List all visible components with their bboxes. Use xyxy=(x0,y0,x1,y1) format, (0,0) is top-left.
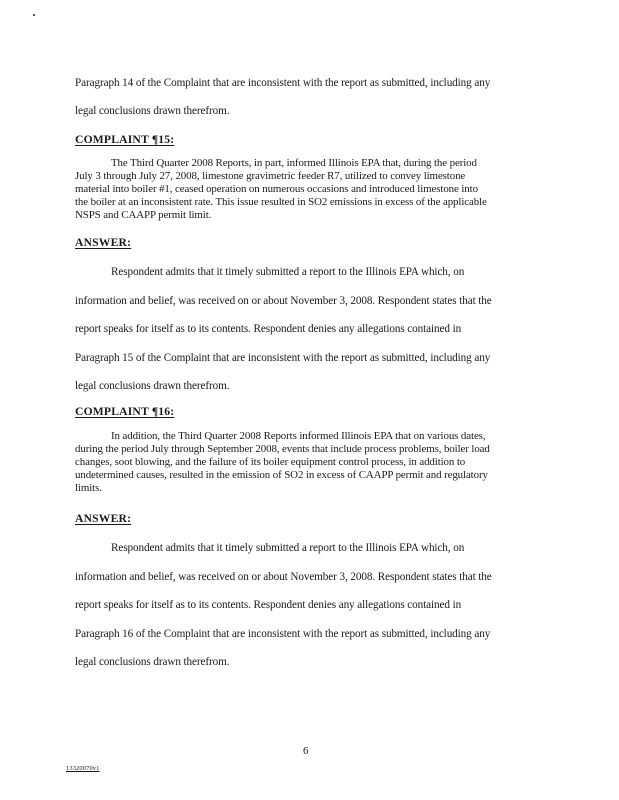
answer-heading: ANSWER: xyxy=(75,236,132,249)
page-number: 6 xyxy=(303,745,309,757)
answer-line: legal conclusions drawn therefrom. xyxy=(75,380,230,392)
document-id: 13320070v1 xyxy=(66,765,100,772)
complaint-16-heading: COMPLAINT ¶16: xyxy=(75,405,175,418)
quoted-allegation-line: undetermined causes, resulted in the emission of SO2 in excess of CAAPP permit and regulatory xyxy=(75,469,488,481)
quoted-allegation-line: The Third Quarter 2008 Reports, in part, informed Illinois EPA that, during the period xyxy=(111,157,477,169)
answer-line: Respondent admits that it timely submitted a report to the Illinois EPA which, on xyxy=(111,542,465,554)
quoted-allegation-line: the boiler at an inconsistent rate. This issue resulted in SO2 emissions in excess of the applicable xyxy=(75,196,487,208)
answer-line: information and belief, was received on or about November 3, 2008. Respondent states that the xyxy=(75,571,492,583)
quoted-allegation-line: material into boiler #1, ceased operation on numerous occasions and introduced limestone into xyxy=(75,183,478,195)
quoted-allegation-line: July 3 through July 27, 2008, limestone gravimetric feeder R7, utilized to convey limestone xyxy=(75,170,466,182)
answer-line: legal conclusions drawn therefrom. xyxy=(75,656,230,668)
answer-line: Paragraph 16 of the Complaint that are inconsistent with the report as submitted, including any xyxy=(75,628,491,640)
answer-heading: ANSWER: xyxy=(75,512,132,525)
answer-line: Respondent admits that it timely submitted a report to the Illinois EPA which, on xyxy=(111,266,465,278)
quoted-allegation-line: limits. xyxy=(75,482,102,494)
answer-line: Paragraph 15 of the Complaint that are inconsistent with the report as submitted, including any xyxy=(75,352,491,364)
answer-line: report speaks for itself as to its contents. Respondent denies any allegations contained in xyxy=(75,323,462,335)
paragraph-line: legal conclusions drawn therefrom. xyxy=(75,105,230,117)
answer-line: information and belief, was received on or about November 3, 2008. Respondent states that the xyxy=(75,295,492,307)
quoted-allegation-line: NSPS and CAAPP permit limit. xyxy=(75,209,212,221)
complaint-15-heading: COMPLAINT ¶15: xyxy=(75,133,175,146)
quoted-allegation-line: during the period July through September 2008, events that include process problems, boiler load xyxy=(75,443,490,455)
quoted-allegation-line: changes, soot blowing, and the failure of its boiler equipment control process, in addition to xyxy=(75,456,466,468)
answer-line: report speaks for itself as to its contents. Respondent denies any allegations contained in xyxy=(75,599,462,611)
paragraph-line: Paragraph 14 of the Complaint that are inconsistent with the report as submitted, including any xyxy=(75,77,491,89)
scan-speck xyxy=(33,14,35,16)
quoted-allegation-line: In addition, the Third Quarter 2008 Reports informed Illinois EPA that on various dates, xyxy=(111,430,486,442)
